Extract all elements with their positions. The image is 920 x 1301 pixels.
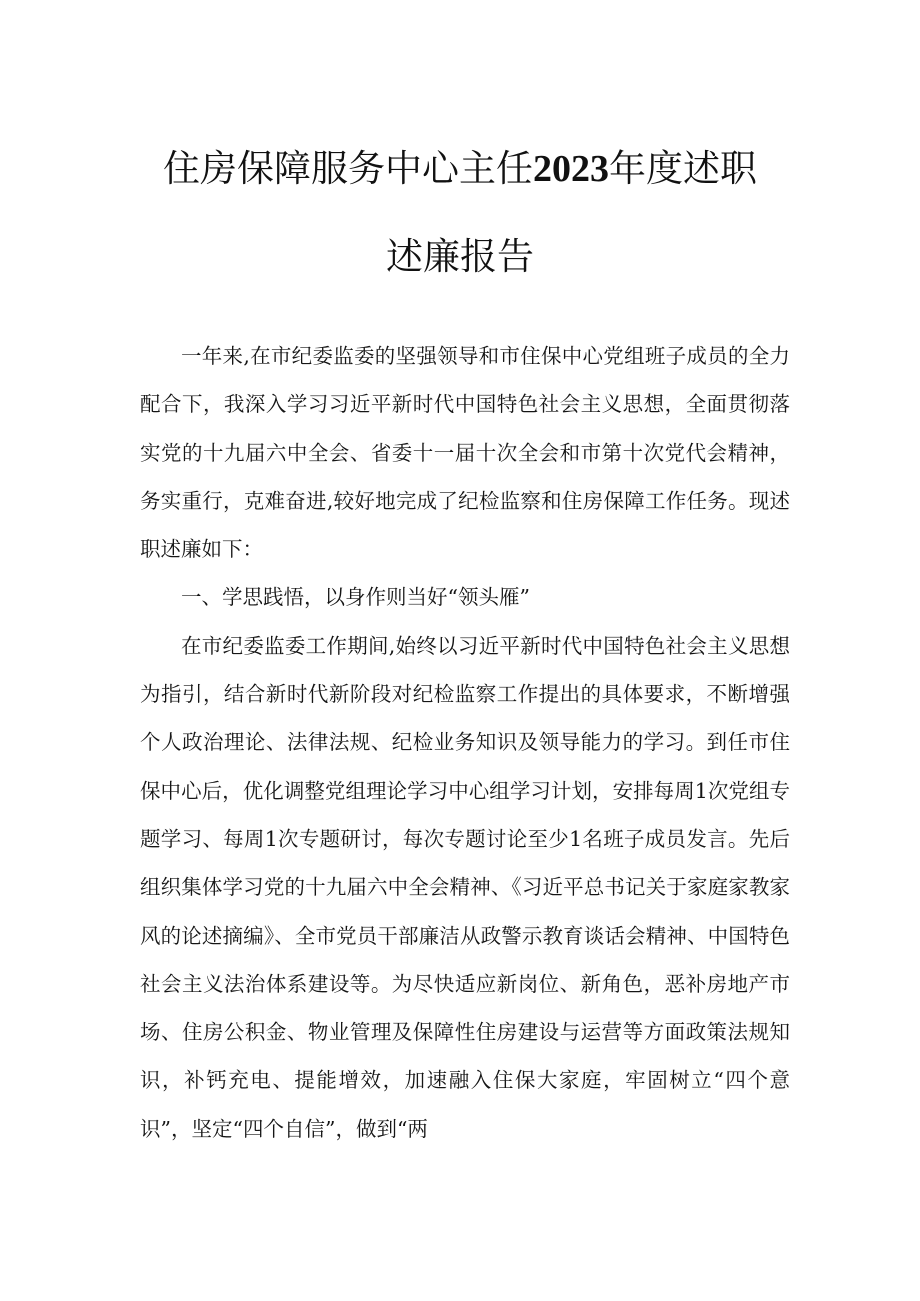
document-title-line-2: 述廉报告	[386, 235, 534, 278]
document-title-line-1	[0, 138, 920, 192]
title-text-before-year: 住房保障服务中心主任	[163, 147, 533, 190]
paragraph-section-1: 在市纪委监委工作期间,始终以习近平新时代中国特色社会主义思想为指引，结合新时代新阶段对纪检监察工作提出的具体要求，不断增强个人政治理论、法律法规、纪检业务知识及领导能力的学习。到任市住保中心后，优化调整党组理论学习中心组学习计划，安排每周1次党组专题学习、每周1次专题研讨，每次专题讨论至少1名班子成员发言。先后组织集体学习党的十九届六中全会精神、《习近平总书记关于家庭家教家风的论述摘编》、全市党员干部廉洁从政警示教育谈话会精神、中国特色社会主义法治体系建设等。为尽快适应新岗位、新角色，恶补房地产市场、住房公积金、物业管理及保障性住房建设与运营等方面政策法规知识，补钙充电、提能增效，加速融入住保大家庭，牢固树立“四个意识”，坚定“四个自信”，做到“两	[140, 633, 790, 1141]
document-body	[140, 332, 790, 1153]
title-year: 2023	[533, 148, 609, 190]
section-heading-1: 一、学思践悟，以身作则当好“领头雁”	[181, 585, 530, 610]
title-text-after-year: 年度述职	[609, 147, 757, 190]
paragraph-intro: 一年来,在市纪委监委的坚强领导和市住保中心党组班子成员的全力配合下，我深入学习习近平新时代中国特色社会主义思想，全面贯彻落实党的十九届六中全会、省委十一届十次全会和市第十次党代会精神，务实重行，克难奋进,较好地完成了纪检监察和住房保障工作任务。现述职述廉如下：	[140, 344, 790, 562]
